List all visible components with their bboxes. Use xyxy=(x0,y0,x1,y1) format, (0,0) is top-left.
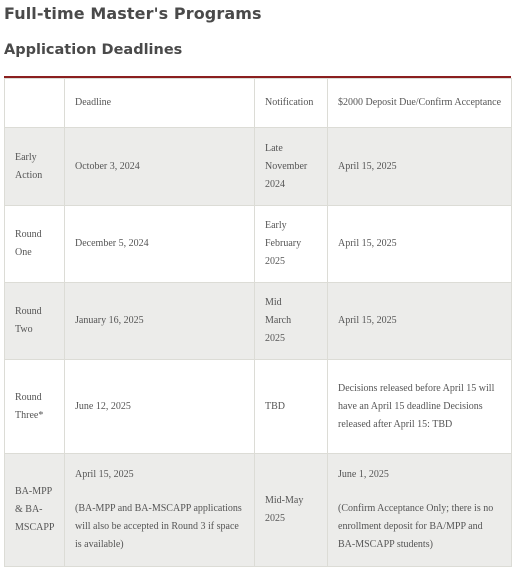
deposit-cell: April 15, 2025 xyxy=(328,206,512,283)
deadline-cell: June 12, 2025 xyxy=(65,360,255,454)
notification-line: Mid xyxy=(265,297,282,308)
deadlines-table xyxy=(4,78,512,567)
table-row xyxy=(5,128,512,206)
round-cell xyxy=(5,206,65,283)
table-row xyxy=(5,283,512,360)
notification-line: 2025 xyxy=(265,333,285,344)
notification-cell xyxy=(255,206,328,283)
deadline-cell: December 5, 2024 xyxy=(65,206,255,283)
round-cell xyxy=(5,128,65,206)
deposit-cell: Decisions released before April 15 will have an April 15 deadline Decisions released after April 15: TBD xyxy=(328,360,512,454)
deposit-cell: April 15, 2025 xyxy=(328,283,512,360)
round-line: & BA- xyxy=(15,504,43,515)
header-cell-round xyxy=(5,79,65,128)
round-line: Round xyxy=(15,391,42,403)
page-title: Full-time Master's Programs xyxy=(4,4,262,23)
round-line: Three* xyxy=(15,409,44,421)
round-cell xyxy=(5,360,65,454)
round-line: Round xyxy=(15,306,42,317)
deadline-cell: October 3, 2024 xyxy=(65,128,255,206)
deposit-cell: April 15, 2025 xyxy=(328,128,512,206)
table-row xyxy=(5,360,512,454)
deadline-cell xyxy=(65,454,255,567)
deadline-note: (BA-MPP and BA-MSCAPP applications will also be accepted in Round 3 if space is available) xyxy=(75,503,242,550)
round-line: One xyxy=(15,247,32,258)
notification-cell xyxy=(255,454,328,567)
round-line: MSCAPP xyxy=(15,522,55,533)
deposit-date: June 1, 2025 xyxy=(338,469,389,480)
notification-line: Mid-May xyxy=(265,495,304,506)
notification-line: 2025 xyxy=(265,256,285,267)
deadline-cell: January 16, 2025 xyxy=(65,283,255,360)
round-line: Early xyxy=(15,151,37,163)
table-row xyxy=(5,454,512,567)
notification-line: 2025 xyxy=(265,513,285,524)
notification-line: 2024 xyxy=(265,178,285,190)
notification-cell xyxy=(255,360,328,454)
notification-line: February xyxy=(265,238,302,249)
header-cell-notification: Notification xyxy=(255,79,328,128)
deposit-cell xyxy=(328,454,512,567)
notification-line: TBD xyxy=(265,400,285,412)
notification-cell xyxy=(255,128,328,206)
notification-line: Early xyxy=(265,220,287,231)
header-cell-deposit: $2000 Deposit Due/Confirm Acceptance xyxy=(328,79,512,128)
notification-cell xyxy=(255,283,328,360)
header-cell-deadline: Deadline xyxy=(65,79,255,128)
notification-line: March xyxy=(265,315,292,326)
table-header-row xyxy=(5,79,512,128)
deposit-note: (Confirm Acceptance Only; there is no enrollment deposit for BA/MPP and BA-MSCAPP students) xyxy=(338,503,494,550)
round-line: Round xyxy=(15,229,42,240)
table-row xyxy=(5,206,512,283)
round-line: Two xyxy=(15,324,33,335)
round-line: Action xyxy=(15,169,43,181)
deadline-date: April 15, 2025 xyxy=(75,469,134,480)
notification-line: Late xyxy=(265,142,283,154)
round-line: BA-MPP xyxy=(15,486,53,497)
notification-line: November xyxy=(265,160,308,172)
round-cell xyxy=(5,454,65,567)
section-title: Application Deadlines xyxy=(4,42,183,58)
round-cell xyxy=(5,283,65,360)
